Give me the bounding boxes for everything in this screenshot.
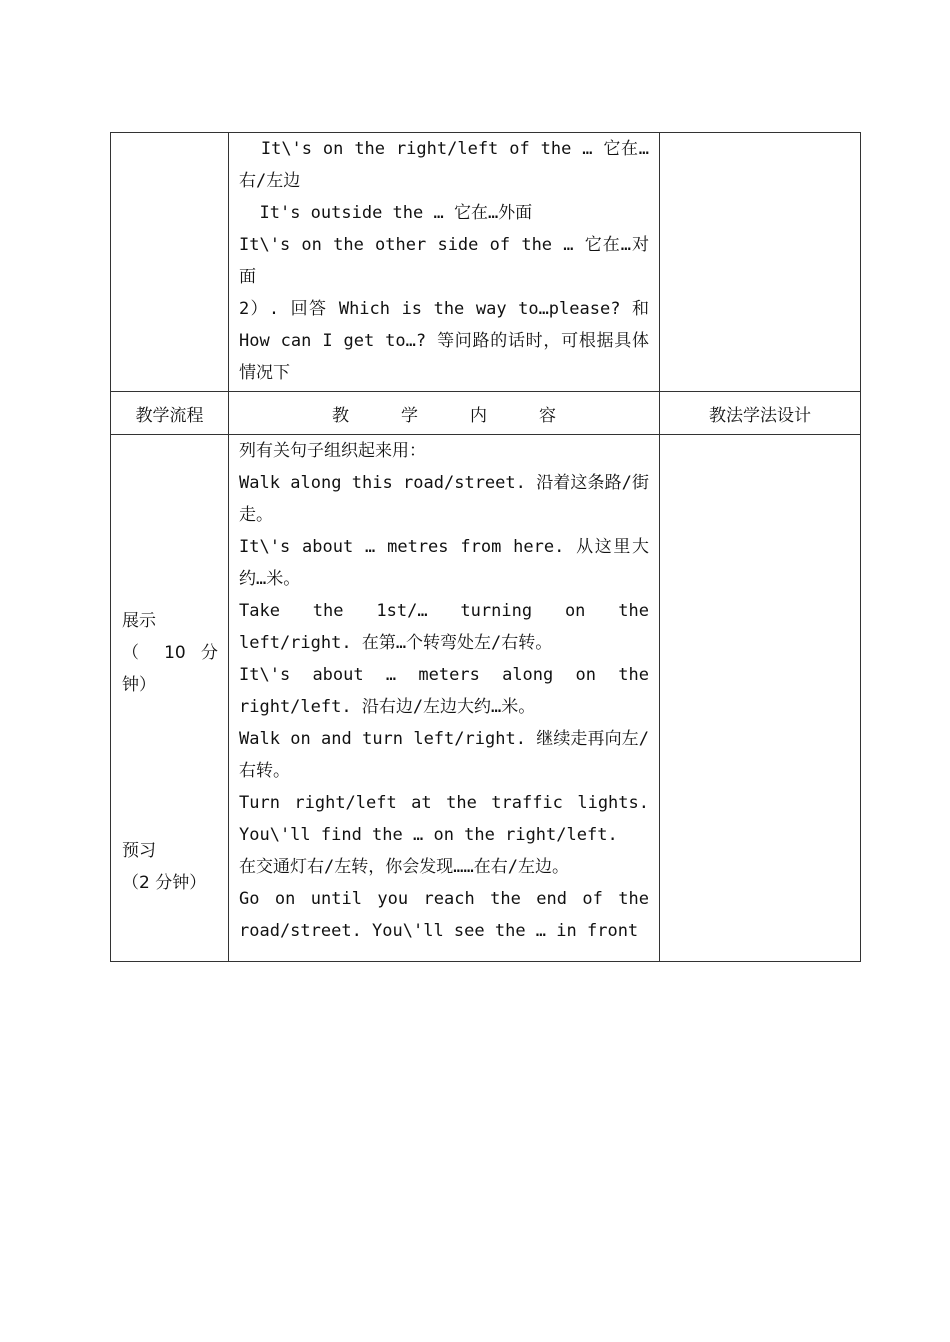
header-char: 学 (401, 405, 418, 426)
content-cell-top (229, 133, 660, 392)
content-line: Take the 1st/… turning on the left/right. 在第…个转弯处左/右转。 (239, 601, 660, 653)
header-method: 教法学法设计 (660, 392, 861, 435)
content-line: It\'s on the other side of the … 它在…对面 (239, 235, 649, 287)
content-line: It\'s about … meters along on the right/left. 沿右边/左边大约…米。 (239, 665, 660, 717)
stage-cell-empty (111, 133, 229, 392)
content-line: It\'s on the right/left of the … 它在…右/左边 (239, 139, 649, 191)
content-line: 列有关句子组织起来用： (239, 441, 426, 461)
content-line: 在交通灯右/左转，你会发现……在右/左边。 (239, 857, 569, 877)
stage-time: 钟） (122, 675, 156, 695)
header-char: 内 (470, 405, 487, 426)
stage-time: （2 分钟） (122, 873, 207, 893)
header-content (229, 392, 660, 435)
content-cell-main (229, 435, 660, 962)
stage-name: 展示 (122, 611, 156, 631)
content-line: Walk on and turn left/right. 继续走再向左/右转。 (239, 729, 649, 781)
stage-time: （ 10 分 (122, 643, 218, 663)
content-line: It's outside the … 它在…外面 (239, 203, 533, 223)
content-line: Walk along this road/street. 沿着这条路/街走。 (239, 473, 649, 525)
header-char: 容 (539, 405, 556, 426)
content-line: Go on until you reach the end of the road/street. You\'ll see the … in front (239, 889, 660, 941)
method-cell-main (660, 435, 861, 962)
content-line: Turn right/left at the traffic lights. You\'ll find the … on the right/left. (239, 793, 660, 845)
header-char: 教 (332, 405, 349, 426)
content-line: It\'s about … metres from here. 从这里大约…米。 (239, 537, 649, 589)
content-line: 2）. 回答 Which is the way to…please? 和 How can I get to…? 等问路的话时，可根据具体情况下 (239, 299, 660, 383)
method-cell-top (660, 133, 861, 392)
table-row (111, 435, 861, 962)
header-process: 教学流程 (111, 392, 229, 435)
table-row (111, 133, 861, 392)
table-header-row (111, 392, 861, 435)
lesson-plan-table (110, 132, 861, 962)
stage-display (122, 605, 218, 701)
stage-name: 预习 (122, 841, 156, 861)
stage-cell (111, 435, 229, 962)
stage-preview (122, 835, 218, 899)
